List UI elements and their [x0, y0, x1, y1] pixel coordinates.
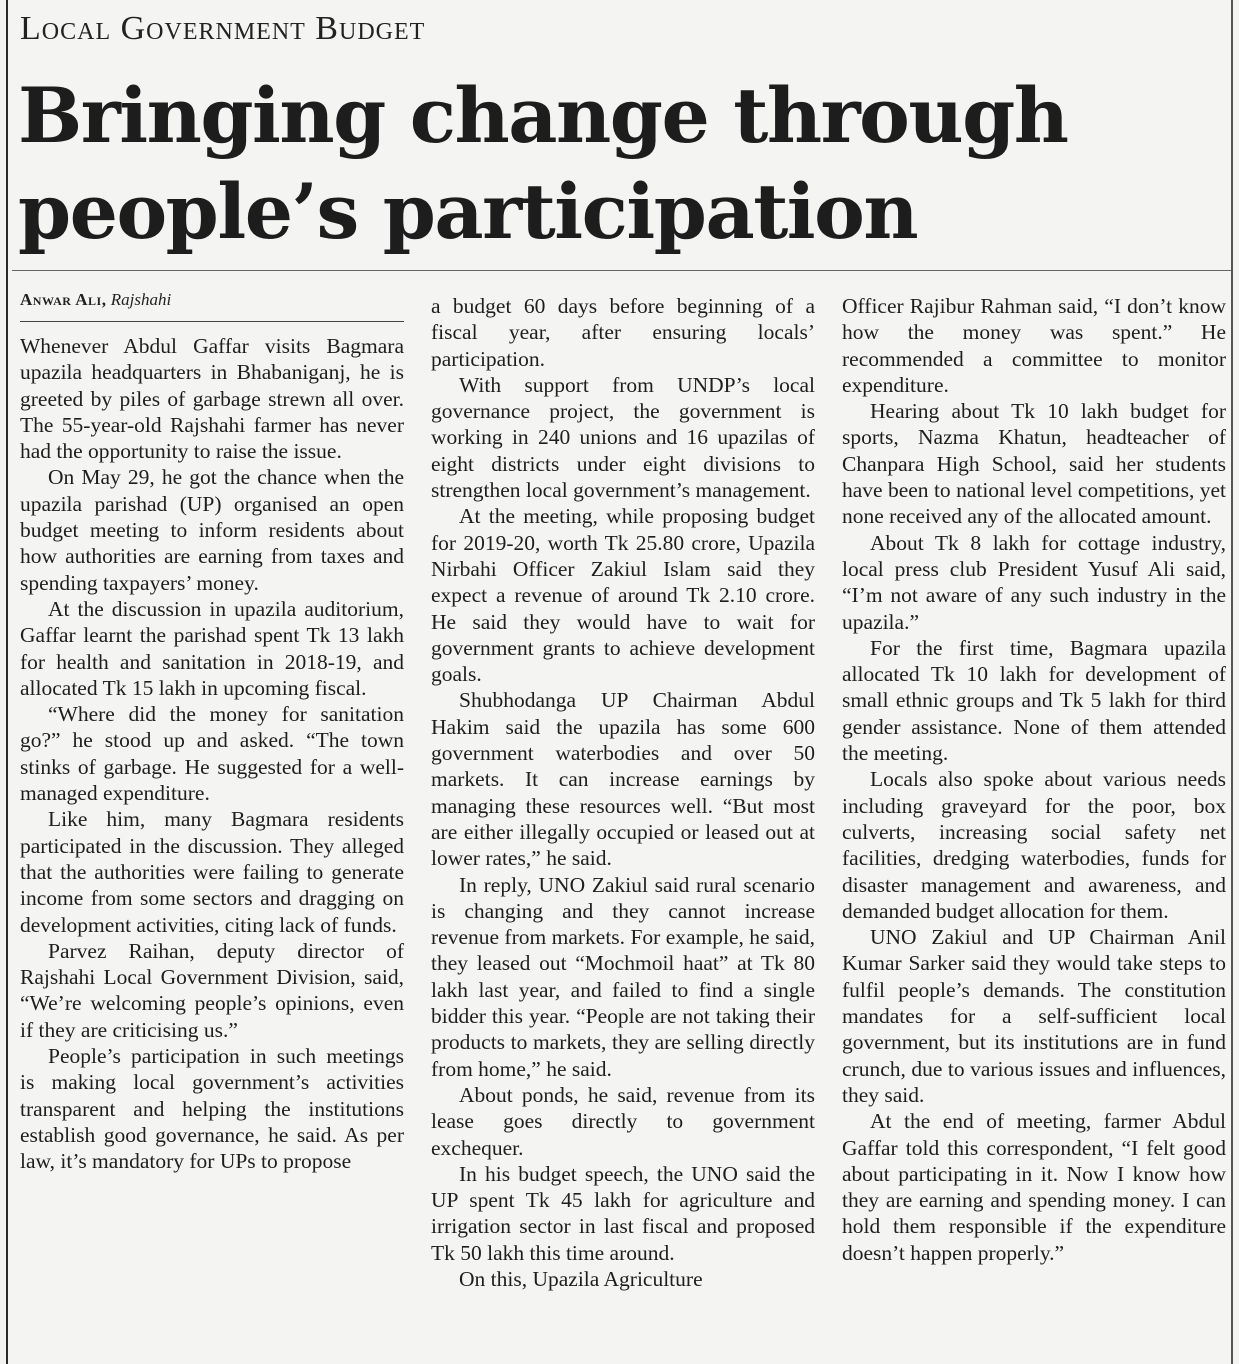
paragraph: At the end of meeting, farmer Abdul Gaffar told this correspondent, “I felt good about participating in it. Now I know how they are earning and spending money. I can hold them responsible if the expenditure doesn’t happen properly.”	[842, 1109, 1226, 1265]
paragraph: “Where did the money for sanitation go?” he stood up and asked. “The town stinks of garbage. He suggested for a well-managed expenditure.	[20, 702, 404, 806]
left-border-rule	[6, 0, 8, 1364]
headline	[18, 68, 1218, 260]
paragraph: a budget 60 days before beginning of a fiscal year, after ensuring locals’ participation.	[431, 294, 815, 371]
paragraph: About Tk 8 lakh for cottage industry, local press club President Yusuf Ali said, “I’m not aware of any such industry in the upazila.”	[842, 530, 1226, 634]
byline-divider	[20, 321, 404, 322]
paragraph: In his budget speech, the UNO said the UP spent Tk 45 lakh for agriculture and irrigation sector in last fiscal and proposed Tk 50 lakh this time around.	[431, 1161, 815, 1265]
paragraph: UNO Zakiul and UP Chairman Anil Kumar Sarker said they would take steps to fulfil people’s demands. The constitution mandates for a self-sufficient local government, but its institutions are in fund crunch, due to various issues and influences, they said.	[842, 925, 1226, 1107]
headline-divider	[12, 270, 1231, 271]
paragraph: About ponds, he said, revenue from its lease goes directly to government exchequer.	[431, 1082, 815, 1160]
paragraph: At the meeting, while proposing budget for 2019-20, worth Tk 25.80 crore, Upazila Nirbahi Officer Zakiul Islam said they expect a revenue of around Tk 2.10 crore. He said they would have to wait for government grants to achieve development goals.	[431, 504, 815, 687]
article-column-2	[431, 293, 815, 1353]
headline-line-2: people’s participation	[18, 167, 918, 256]
paragraph: For the first time, Bagmara upazila allocated Tk 10 lakh for development of small ethnic groups and Tk 5 lakh for third gender assistance. None of them attended the meeting.	[842, 635, 1226, 766]
paragraph: Parvez Raihan, deputy director of Rajshahi Local Government Division, said, “We’re welcoming people’s opinions, even if they are criticising us.”	[20, 938, 404, 1042]
paragraph: On May 29, he got the chance when the upazila parishad (UP) organised an open budget meeting to inform residents about how authorities are earning from taxes and spending taxpayers’ money.	[20, 465, 404, 595]
byline-author: Anwar Ali,	[20, 290, 107, 309]
paragraph: Hearing about Tk 10 lakh budget for sports, Nazma Khatun, headteacher of Chanpara High School, said her students have been to national level competitions, yet none received any of the allocated amount.	[842, 399, 1226, 529]
paragraph: Shubhodanga UP Chairman Abdul Hakim said the upazila has some 600 government waterbodies and over 50 markets. It can increase earnings by managing these resources well. “But most are either illegally occupied or leased out at lower rates,” he said.	[431, 688, 815, 871]
byline-place: Rajshahi	[110, 290, 172, 309]
section-label: Local Government Budget	[20, 10, 426, 47]
paragraph: With support from UNDP’s local governance project, the government is working in 240 unions and 16 upazilas of eight districts under eight divisions to strengthen local government’s management.	[431, 372, 815, 503]
headline-line-1: Bringing change through	[18, 71, 1068, 160]
paragraph: Like him, many Bagmara residents participated in the discussion. They alleged that the authorities were failing to generate income from some sectors and dragging on development activities, citing lack of funds.	[20, 807, 404, 937]
right-border-rule	[1231, 0, 1233, 1364]
article-column-3	[842, 293, 1226, 1353]
paragraph: Locals also spoke about various needs including graveyard for the poor, box culverts, increasing social safety net facilities, dredging waterbodies, funds for disaster management and awareness, and demanded budget allocation for them.	[842, 767, 1226, 923]
paragraph: Officer Rajibur Rahman said, “I don’t know how the money was spent.” He recommended a committee to monitor expenditure.	[842, 294, 1226, 397]
article-column-1	[20, 333, 404, 1353]
paragraph: At the discussion in upazila auditorium, Gaffar learnt the parishad spent Tk 13 lakh for health and sanitation in 2018-19, and allocated Tk 15 lakh in upcoming fiscal.	[20, 596, 404, 700]
paragraph: In reply, UNO Zakiul said rural scenario is changing and they cannot increase revenue from markets. For example, he said, they leased out “Mochmoil haat” at Tk 80 lakh last year, and failed to find a single bidder this year. “People are not taking their products to markets, they are selling directly from home,” he said.	[431, 872, 815, 1081]
paragraph: Whenever Abdul Gaffar visits Bagmara upazila headquarters in Bhabaniganj, he is greeted by piles of garbage strewn all over. The 55-year-old Rajshahi farmer has never had the opportunity to raise the issue.	[20, 334, 404, 464]
byline	[20, 290, 171, 310]
paragraph: People’s participation in such meetings is making local government’s activities transparent and helping the institutions establish good governance, he said. As per law, it’s mandatory for UPs to propose	[20, 1044, 404, 1174]
paragraph: On this, Upazila Agriculture	[459, 1266, 703, 1291]
